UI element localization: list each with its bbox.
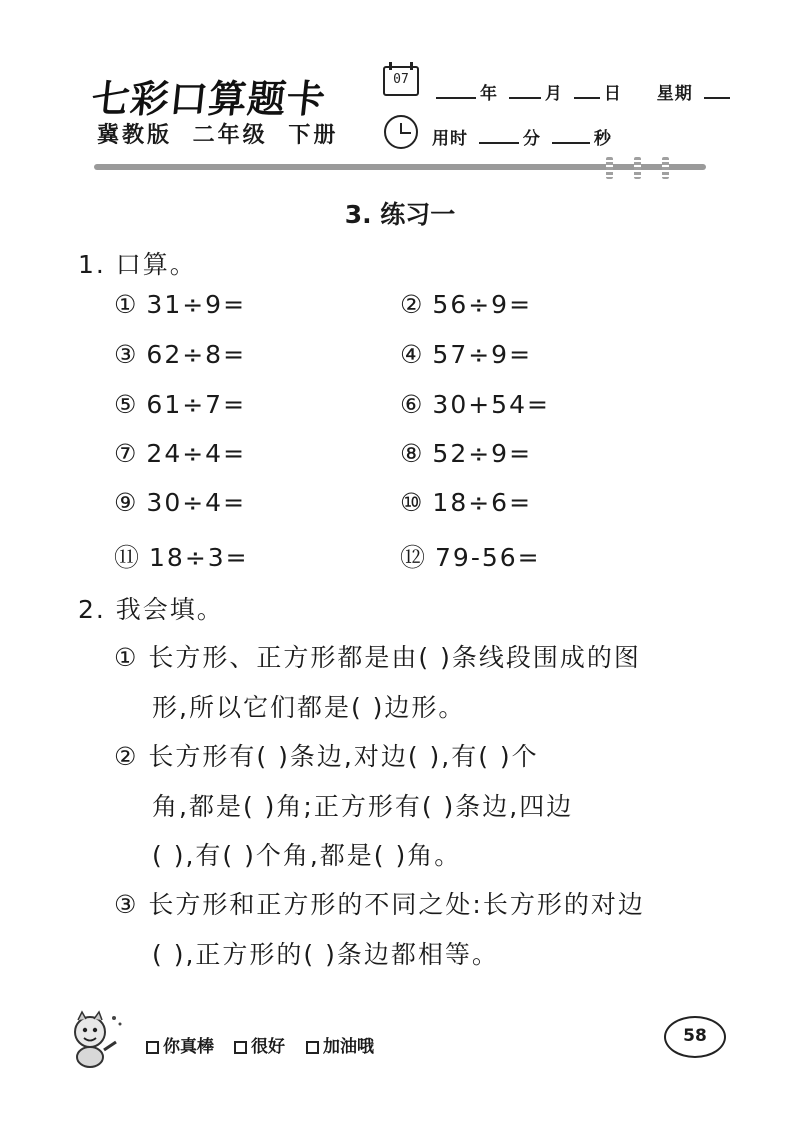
fill-item-3-line-1: ③ 长方形和正方形的不同之处:长方形的对边 <box>114 890 645 919</box>
problem-12: ⑫ 79-56= <box>400 543 541 572</box>
minutes-blank[interactable] <box>479 128 519 144</box>
day-blank[interactable] <box>574 83 600 99</box>
question-2-title: 2. 我会填。 <box>78 595 224 624</box>
seconds-blank[interactable] <box>552 128 590 144</box>
problem-8: ⑧ 52÷9= <box>400 439 533 468</box>
year-blank[interactable] <box>436 83 476 99</box>
time-used-label: 用时 <box>432 129 468 149</box>
problem-1: ① 31÷9= <box>114 290 247 319</box>
header-divider <box>94 164 706 170</box>
question-1-title: 1. 口算。 <box>78 250 197 279</box>
weekday-label: 星期 <box>656 84 693 104</box>
binder-ring-icon <box>662 157 669 179</box>
page-number: 58 <box>683 1026 707 1046</box>
fill-item-1-line-2: 形,所以它们都是( )边形。 <box>152 693 466 722</box>
problem-7: ⑦ 24÷4= <box>114 439 247 468</box>
minutes-label: 分 <box>522 129 541 149</box>
problem-5: ⑤ 61÷7= <box>114 390 247 419</box>
calendar-icon <box>383 66 419 96</box>
date-fields <box>432 79 734 104</box>
edition-label: 冀教版 二年级 下册 <box>97 123 339 148</box>
fill-item-3-line-2: ( ),正方形的( )条边都相等。 <box>152 940 499 969</box>
calendar-number: 07 <box>393 72 409 87</box>
time-fields <box>432 124 612 149</box>
rating-keep-going[interactable]: 加油哦 <box>306 1032 374 1057</box>
fill-item-2-line-3: ( ),有( )个角,都是( )角。 <box>152 841 462 870</box>
problem-4: ④ 57÷9= <box>400 340 533 369</box>
binder-ring-icon <box>606 157 613 179</box>
checkbox[interactable] <box>306 1041 319 1054</box>
weekday-blank[interactable] <box>704 83 730 99</box>
problem-9: ⑨ 30÷4= <box>114 488 247 517</box>
checkbox[interactable] <box>146 1041 159 1054</box>
mascot-icon <box>64 1008 126 1070</box>
binder-ring-icon <box>634 157 641 179</box>
fill-item-1-line-1: ① 长方形、正方形都是由( )条线段围成的图 <box>114 643 641 672</box>
clock-icon <box>384 115 418 149</box>
lesson-title: 3. 练习一 <box>344 200 456 229</box>
fill-item-2-line-2: 角,都是( )角;正方形有( )条边,四边 <box>152 792 574 821</box>
month-blank[interactable] <box>509 83 541 99</box>
seconds-label: 秒 <box>593 129 612 149</box>
checkbox[interactable] <box>234 1041 247 1054</box>
rating-great[interactable]: 你真棒 <box>146 1032 214 1057</box>
fill-item-2-line-1: ② 长方形有( )条边,对边( ),有( )个 <box>114 742 539 771</box>
problem-6: ⑥ 30+54= <box>400 390 550 419</box>
brand-title: 七彩口算题卡 <box>89 77 328 121</box>
rating-good[interactable]: 很好 <box>234 1032 285 1057</box>
problem-11: ⑪ 18÷3= <box>114 543 249 572</box>
year-label: 年 <box>480 84 498 104</box>
month-label: 月 <box>544 84 563 104</box>
problem-10: ⑩ 18÷6= <box>400 488 533 517</box>
day-label: 日 <box>603 84 622 104</box>
problem-2: ② 56÷9= <box>400 290 533 319</box>
problem-3: ③ 62÷8= <box>114 340 247 369</box>
